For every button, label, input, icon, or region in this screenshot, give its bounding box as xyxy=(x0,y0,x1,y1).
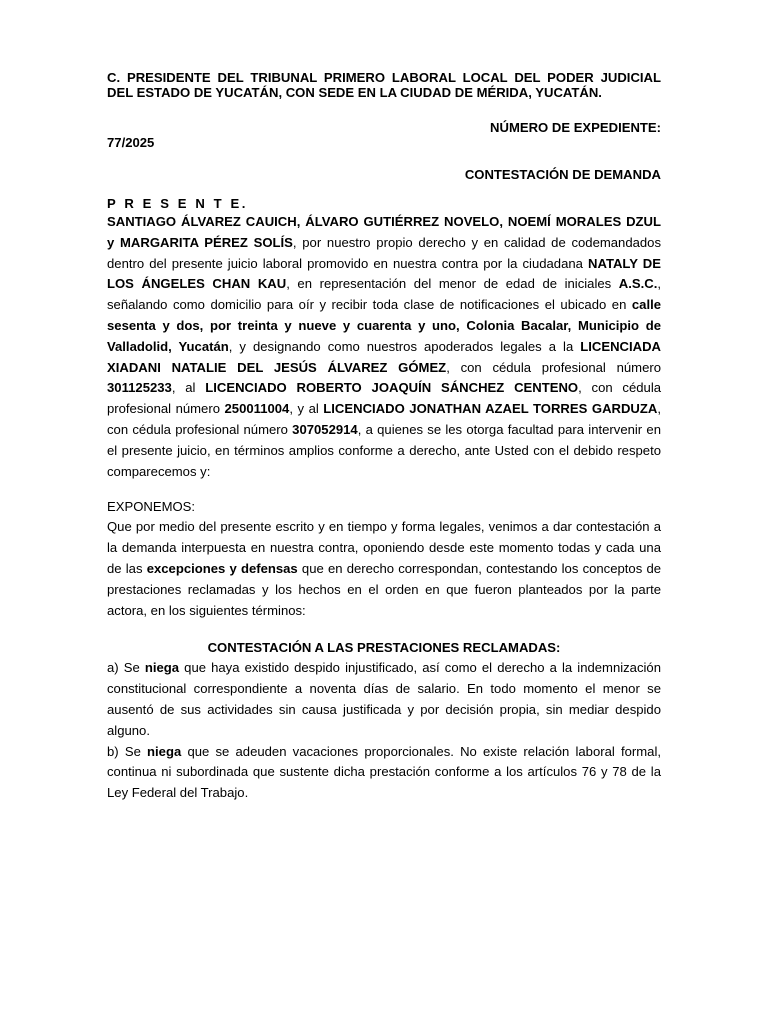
item-a: a) Se niega que haya existido despido injustificado, así como el derecho a la indemnización constitucional correspondiente a noventa días de salario. En todo momento el menor se ausentó de sus actividades sin causa justificada y por decisión propia, sin mediar despido alguno. xyxy=(107,660,661,738)
item-a-emphasis: niega xyxy=(144,660,180,676)
document-body xyxy=(107,70,661,804)
document-subject: CONTESTACIÓN DE DEMANDA xyxy=(464,167,661,182)
defenses-emphasis: excepciones y defensas xyxy=(146,560,298,576)
exponemos-label: EXPONEMOS: xyxy=(107,499,196,515)
expediente-label: NÚMERO DE EXPEDIENTE: xyxy=(490,120,661,135)
attorney-1-name: LICENCIADA XIADANI NATALIE DEL JESÚS ÁLVAREZ GÓMEZ xyxy=(107,338,661,375)
attorney-3-license: 307052914 xyxy=(292,421,358,437)
presente-line: P R E S E N T E. xyxy=(107,196,249,211)
expediente-number: 77/2025 xyxy=(107,135,155,150)
minor-initials: A.S.C. xyxy=(618,276,658,292)
item-b-emphasis: niega xyxy=(147,743,182,759)
attorney-3-name: LICENCIADO JONATHAN AZAEL TORRES GARDUZA xyxy=(323,401,658,417)
body-paragraph: Que por medio del presente escrito y en tiempo y forma legales, venimos a dar contestación a la demanda interpuesta en nuestra contra, oponiendo desde este momento todas y cada una de las excepciones y defensas que en derecho correspondan, contestando los conceptos de prestaciones reclamadas y los hechos en el orden en que fueron planteados por la parte actora, en los siguientes términos: xyxy=(107,519,662,618)
attorney-2-license: 250011004 xyxy=(224,401,290,417)
section-title: CONTESTACIÓN A LAS PRESTACIONES RECLAMADAS: xyxy=(207,640,561,656)
plaintiff-name: NATALY DE LOS ÁNGELES CHAN KAU xyxy=(107,255,662,292)
address: calle sesenta y dos, por treinta y nueve y cuarenta y uno, Colonia Bacalar, Municipio de Valladolid, Yucatán xyxy=(107,297,661,354)
item-b: b) Se niega que se adeuden vacaciones proporcionales. No existe relación laboral formal, continua ni subordinada que sustente dicha prestación conforme a los artículos 76 y 78 de la Ley Federal del Trabajo. xyxy=(107,743,661,801)
attorney-2-name: LICENCIADO ROBERTO JOAQUÍN SÁNCHEZ CENTENO xyxy=(205,380,579,396)
attorney-1-license: 301125233 xyxy=(107,380,172,396)
expediente-block xyxy=(107,120,661,150)
defendant-names: SANTIAGO ÁLVAREZ CAUICH, ÁLVARO GUTIÉRREZ NOVELO, NOEMÍ MORALES DZUL y MARGARITA PÉREZ SOLÍS xyxy=(107,214,661,250)
intro-paragraph: SANTIAGO ÁLVAREZ CAUICH, ÁLVARO GUTIÉRREZ NOVELO, NOEMÍ MORALES DZUL y MARGARITA PÉREZ SOLÍS, por nuestro propio derecho y en calidad de codemandados dentro del presente juicio laboral promovido en nuestra contra por la ciudadana NATALY DE LOS ÁNGELES CHAN KAU, en representación del menor de edad de iniciales A.S.C., señalando como domicilio para oír y recibir toda clase de notificaciones el ubicado en calle sesenta y dos, por treinta y nueve y cuarenta y uno, Colonia Bacalar, Municipio de Valladolid, Yucatán, y designando como nuestros apoderados legales a la LICENCIADA XIADANI NATALIE DEL JESÚS ÁLVAREZ GÓMEZ, con cédula profesional número 301125233, al LICENCIADO ROBERTO JOAQUÍN SÁNCHEZ CENTENO, con cédula profesional número 250011004, y al LICENCIADO JONATHAN AZAEL TORRES GARDUZA, con cédula profesional número 307052914, a quienes se les otorga facultad para intervenir en el presente juicio, en términos amplios conforme a derecho, ante Usted con el debido respeto comparecemos y: xyxy=(107,214,662,479)
addressee-heading: C. PRESIDENTE DEL TRIBUNAL PRIMERO LABORAL LOCAL DEL PODER JUDICIAL DEL ESTADO DE YUCATÁN, CON SEDE EN LA CIUDAD DE MÉRIDA, YUCATÁN. xyxy=(107,70,661,100)
